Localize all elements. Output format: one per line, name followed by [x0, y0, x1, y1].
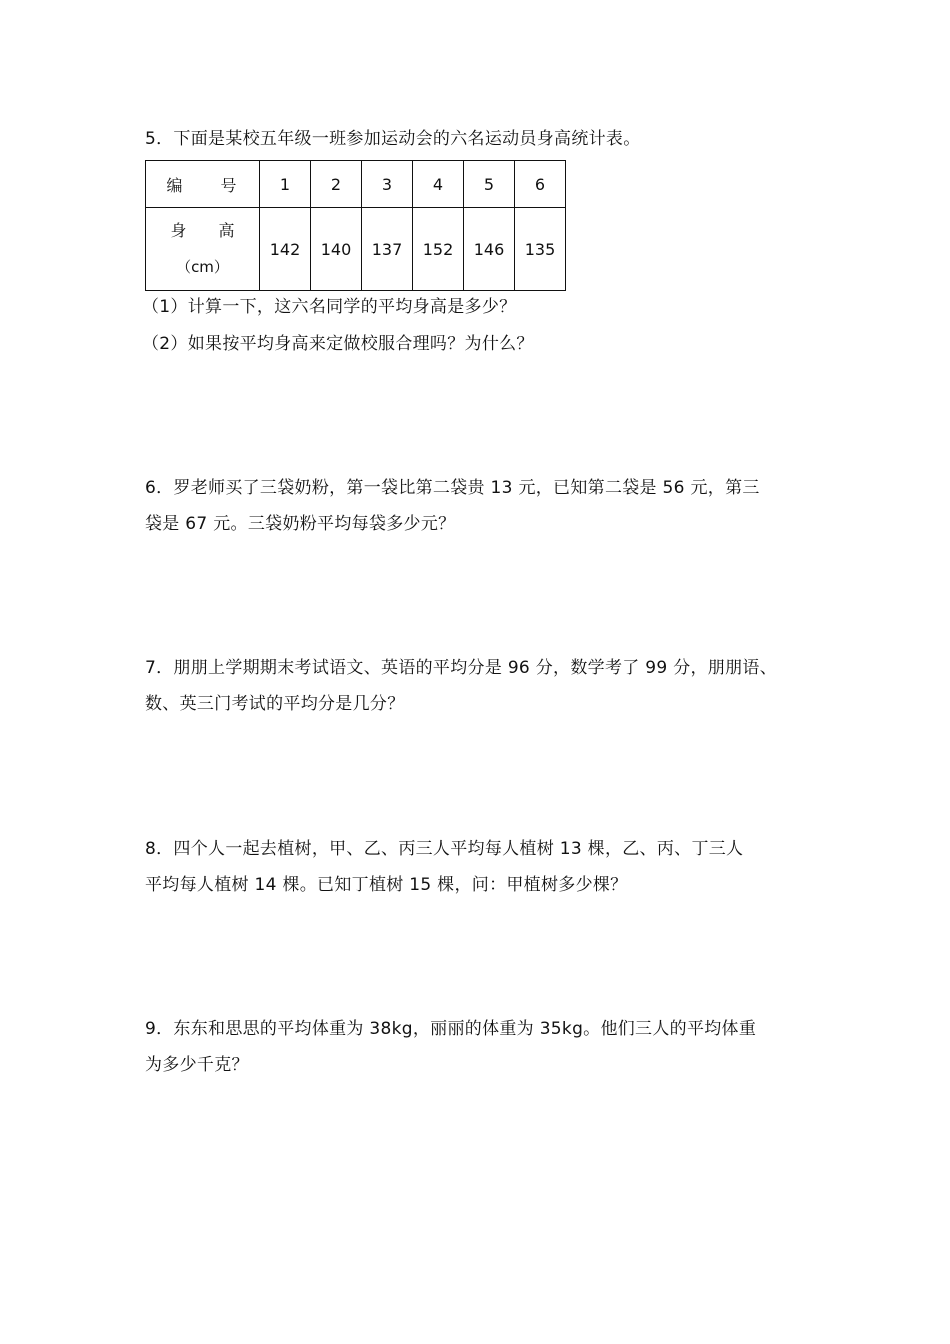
table-cell-height: 135 — [515, 208, 566, 291]
question-9-line2: 为多少千克？ — [145, 1055, 249, 1075]
height-label-text: 身 高 — [170, 221, 235, 240]
question-6-line2: 袋是 67 元。三袋奶粉平均每袋多少元？ — [145, 514, 456, 534]
table-row — [146, 208, 566, 291]
question-7-line1: 7．朋朋上学期期末考试语文、英语的平均分是 96 分，数学考了 99 分，朋朋语、 — [145, 658, 777, 678]
table-cell-number: 2 — [311, 161, 362, 208]
table-cell-number: 3 — [362, 161, 413, 208]
table-cell-height: 142 — [260, 208, 311, 291]
table-cell-height: 137 — [362, 208, 413, 291]
height-statistics-table — [145, 160, 566, 291]
table-cell-number: 4 — [413, 161, 464, 208]
question-5-sub2: （2）如果按平均身高来定做校服合理吗？为什么？ — [142, 334, 534, 354]
table-header-label: 编 号 — [146, 161, 260, 208]
table-cell-height: 140 — [311, 208, 362, 291]
question-8-line2: 平均每人植树 14 棵。已知丁植树 15 棵，问：甲植树多少棵？ — [145, 875, 628, 895]
table-row — [146, 161, 566, 208]
table-cell-height: 152 — [413, 208, 464, 291]
question-5-title: 5．下面是某校五年级一班参加运动会的六名运动员身高统计表。 — [145, 129, 641, 149]
question-7-line2: 数、英三门考试的平均分是几分？ — [145, 694, 405, 714]
table-cell-number: 1 — [260, 161, 311, 208]
question-6-line1: 6．罗老师买了三袋奶粉，第一袋比第二袋贵 13 元，已知第二袋是 56 元，第三 — [145, 478, 760, 498]
question-5-sub1: （1）计算一下，这六名同学的平均身高是多少？ — [142, 297, 517, 317]
question-8-line1: 8．四个人一起去植树，甲、乙、丙三人平均每人植树 13 棵，乙、丙、丁三人 — [145, 839, 744, 859]
table-height-label — [146, 208, 260, 291]
height-unit-text: （cm） — [176, 258, 229, 276]
table-cell-number: 5 — [464, 161, 515, 208]
question-9-line1: 9．东东和思思的平均体重为 38kg，丽丽的体重为 35kg。他们三人的平均体重 — [145, 1019, 757, 1039]
table-cell-height: 146 — [464, 208, 515, 291]
table-cell-number: 6 — [515, 161, 566, 208]
